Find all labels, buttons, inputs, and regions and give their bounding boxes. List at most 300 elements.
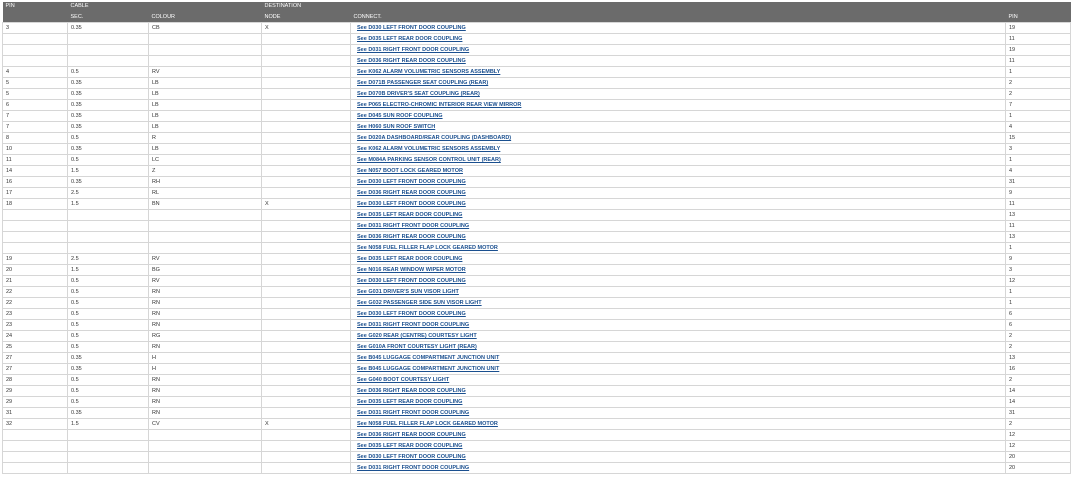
connect-link[interactable]: See G020 REAR (CENTRE) COURTESY LIGHT	[357, 333, 477, 339]
header-pin-spacer	[3, 12, 68, 23]
table-row	[3, 463, 1071, 474]
cell-sec: 0.35	[68, 353, 149, 364]
cell-connect	[351, 265, 1006, 276]
connect-link[interactable]: See D031 RIGHT FRONT DOOR COUPLING	[357, 410, 470, 416]
table-row	[3, 386, 1071, 397]
cell-pin: 32	[3, 419, 68, 430]
cell-pin: 22	[3, 287, 68, 298]
cell-pin2: 1	[1006, 67, 1071, 78]
table-row	[3, 441, 1071, 452]
cell-sec: 0.5	[68, 67, 149, 78]
cell-connect	[351, 177, 1006, 188]
cell-sec: 0.35	[68, 144, 149, 155]
table-row	[3, 419, 1071, 430]
cell-pin: 8	[3, 133, 68, 144]
cell-pin: 22	[3, 298, 68, 309]
cell-pin: 3	[3, 23, 68, 34]
cell-pin2: 20	[1006, 463, 1071, 474]
cell-connect	[351, 122, 1006, 133]
table-row	[3, 309, 1071, 320]
cell-sec	[68, 243, 149, 254]
header-sec: SEC.	[68, 12, 149, 23]
cell-colour: H	[149, 353, 262, 364]
cell-node	[262, 78, 351, 89]
cell-node	[262, 144, 351, 155]
table-row	[3, 287, 1071, 298]
connect-link[interactable]: See D031 RIGHT FRONT DOOR COUPLING	[357, 465, 470, 471]
cell-pin2: 2	[1006, 89, 1071, 100]
cell-pin: 23	[3, 320, 68, 331]
cell-pin2: 6	[1006, 320, 1071, 331]
cell-colour: LC	[149, 155, 262, 166]
cell-pin	[3, 221, 68, 232]
header-pin: PIN	[3, 2, 68, 12]
connect-link[interactable]: See D031 RIGHT FRONT DOOR COUPLING	[357, 322, 470, 328]
cell-node	[262, 441, 351, 452]
cell-sec: 0.5	[68, 342, 149, 353]
cell-pin2: 20	[1006, 452, 1071, 463]
cell-colour: RG	[149, 331, 262, 342]
cell-colour: RV	[149, 276, 262, 287]
cell-pin: 5	[3, 89, 68, 100]
connect-link[interactable]: See M084A PARKING SENSOR CONTROL UNIT (REAR)	[357, 157, 501, 163]
cell-connect	[351, 309, 1006, 320]
cell-node	[262, 265, 351, 276]
cell-colour: RH	[149, 177, 262, 188]
connect-link[interactable]: See N058 FUEL FILLER FLAP LOCK GEARED MOTOR	[357, 245, 498, 251]
cell-node	[262, 56, 351, 67]
cell-colour	[149, 441, 262, 452]
cell-pin	[3, 463, 68, 474]
cell-connect	[351, 23, 1006, 34]
table-row	[3, 452, 1071, 463]
cell-pin2: 1	[1006, 111, 1071, 122]
connect-link[interactable]: See D036 RIGHT REAR DOOR COUPLING	[357, 190, 466, 196]
cell-pin: 16	[3, 177, 68, 188]
cell-sec: 0.5	[68, 309, 149, 320]
cell-sec: 0.35	[68, 78, 149, 89]
cell-node	[262, 232, 351, 243]
cell-connect	[351, 199, 1006, 210]
cell-node	[262, 34, 351, 45]
connect-link[interactable]: See D045 SUN ROOF COUPLING	[357, 113, 443, 119]
cell-connect	[351, 320, 1006, 331]
cell-connect	[351, 243, 1006, 254]
cell-connect	[351, 298, 1006, 309]
cell-sec	[68, 232, 149, 243]
connect-link[interactable]: See D071B PASSENGER SEAT COUPLING (REAR)	[357, 80, 489, 86]
connect-link[interactable]: See D020A DASHBOARD/REAR COUPLING (DASHBOARD)	[357, 135, 512, 141]
cell-sec: 0.35	[68, 122, 149, 133]
cell-connect	[351, 155, 1006, 166]
cell-connect	[351, 111, 1006, 122]
connect-link[interactable]: See N058 FUEL FILLER FLAP LOCK GEARED MOTOR	[357, 421, 498, 427]
cell-sec	[68, 210, 149, 221]
table-row	[3, 144, 1071, 155]
cell-colour: RN	[149, 408, 262, 419]
cell-pin: 7	[3, 122, 68, 133]
cell-colour: H	[149, 364, 262, 375]
cell-pin2: 2	[1006, 419, 1071, 430]
table-row	[3, 221, 1071, 232]
table-row	[3, 430, 1071, 441]
cell-pin2: 19	[1006, 23, 1071, 34]
connect-link[interactable]: See D030 LEFT FRONT DOOR COUPLING	[357, 201, 466, 207]
cell-pin	[3, 452, 68, 463]
cell-node	[262, 386, 351, 397]
table-row	[3, 188, 1071, 199]
table-row	[3, 342, 1071, 353]
cell-connect	[351, 45, 1006, 56]
cell-pin2: 4	[1006, 122, 1071, 133]
cell-pin: 5	[3, 78, 68, 89]
cell-node	[262, 177, 351, 188]
cell-colour: RN	[149, 375, 262, 386]
cell-pin: 19	[3, 254, 68, 265]
cell-pin2: 7	[1006, 100, 1071, 111]
cell-sec: 1.5	[68, 166, 149, 177]
table-row	[3, 89, 1071, 100]
cell-connect	[351, 166, 1006, 177]
header-node: NODE	[262, 12, 351, 23]
cell-pin2: 13	[1006, 210, 1071, 221]
cell-node	[262, 408, 351, 419]
table-row	[3, 320, 1071, 331]
cell-connect	[351, 386, 1006, 397]
cell-pin: 29	[3, 397, 68, 408]
cell-colour: RN	[149, 386, 262, 397]
cell-sec: 0.35	[68, 111, 149, 122]
cell-colour: LB	[149, 111, 262, 122]
cell-pin2: 11	[1006, 34, 1071, 45]
table-row	[3, 364, 1071, 375]
cell-node	[262, 45, 351, 56]
connect-link[interactable]: See K062 ALARM VOLUMETRIC SENSORS ASSEMBLY	[357, 69, 501, 75]
cell-pin	[3, 56, 68, 67]
table-row	[3, 210, 1071, 221]
connect-link[interactable]: See D035 LEFT REAR DOOR COUPLING	[357, 443, 463, 449]
table-row	[3, 331, 1071, 342]
connect-link[interactable]: See D036 RIGHT REAR DOOR COUPLING	[357, 388, 466, 394]
cell-pin2: 19	[1006, 45, 1071, 56]
cell-colour: Z	[149, 166, 262, 177]
cell-pin	[3, 34, 68, 45]
cell-node	[262, 67, 351, 78]
cell-pin2: 3	[1006, 144, 1071, 155]
header-cable-spacer	[149, 2, 262, 12]
cell-connect	[351, 419, 1006, 430]
cell-pin: 29	[3, 386, 68, 397]
cell-pin2: 31	[1006, 408, 1071, 419]
cell-pin2: 1	[1006, 287, 1071, 298]
header-connect: CONNECT.	[351, 12, 1006, 23]
cell-connect	[351, 34, 1006, 45]
cell-pin2: 31	[1006, 177, 1071, 188]
cell-node	[262, 298, 351, 309]
connect-link[interactable]: See B045 LUGGAGE COMPARTMENT JUNCTION UNIT	[357, 366, 500, 372]
table-row	[3, 375, 1071, 386]
cell-sec	[68, 45, 149, 56]
cell-pin2: 9	[1006, 254, 1071, 265]
cell-sec: 1.5	[68, 419, 149, 430]
cell-pin: 24	[3, 331, 68, 342]
cell-sec: 0.35	[68, 100, 149, 111]
cell-colour: LB	[149, 144, 262, 155]
table-row	[3, 122, 1071, 133]
table-row	[3, 254, 1071, 265]
connect-link[interactable]: See D030 LEFT FRONT DOOR COUPLING	[357, 311, 466, 317]
cell-node	[262, 89, 351, 100]
cell-pin2: 13	[1006, 232, 1071, 243]
cell-colour: R	[149, 133, 262, 144]
cell-connect	[351, 342, 1006, 353]
cell-pin	[3, 232, 68, 243]
table-row	[3, 166, 1071, 177]
cell-pin: 21	[3, 276, 68, 287]
cell-sec	[68, 430, 149, 441]
table-body	[3, 23, 1071, 474]
cell-pin	[3, 243, 68, 254]
cell-colour: RV	[149, 254, 262, 265]
cell-node	[262, 111, 351, 122]
cell-colour: BG	[149, 265, 262, 276]
cell-node	[262, 331, 351, 342]
cell-colour	[149, 34, 262, 45]
cell-node	[262, 309, 351, 320]
cell-sec: 0.35	[68, 364, 149, 375]
table-row	[3, 232, 1071, 243]
cell-pin2: 13	[1006, 353, 1071, 364]
cell-pin: 28	[3, 375, 68, 386]
cell-colour: RV	[149, 67, 262, 78]
cell-node	[262, 155, 351, 166]
cell-sec: 1.5	[68, 199, 149, 210]
cell-sec: 0.5	[68, 320, 149, 331]
cell-colour	[149, 232, 262, 243]
cell-pin2: 11	[1006, 199, 1071, 210]
cell-pin2: 12	[1006, 430, 1071, 441]
cell-node	[262, 430, 351, 441]
cell-node	[262, 320, 351, 331]
cell-sec: 0.35	[68, 89, 149, 100]
cell-sec: 2.5	[68, 188, 149, 199]
table-header	[3, 2, 1071, 23]
cell-pin: 20	[3, 265, 68, 276]
connect-link[interactable]: See D031 RIGHT FRONT DOOR COUPLING	[357, 47, 470, 53]
header-row-bottom	[3, 12, 1071, 23]
cell-pin2: 9	[1006, 188, 1071, 199]
table-row	[3, 353, 1071, 364]
cell-sec: 2.5	[68, 254, 149, 265]
cell-connect	[351, 331, 1006, 342]
cell-pin2: 4	[1006, 166, 1071, 177]
connect-link[interactable]: See D035 LEFT REAR DOOR COUPLING	[357, 256, 463, 262]
cell-colour	[149, 56, 262, 67]
connect-link[interactable]: See H060 SUN ROOF SWITCH	[357, 124, 436, 130]
table-row	[3, 276, 1071, 287]
cell-sec: 0.35	[68, 408, 149, 419]
cell-pin: 18	[3, 199, 68, 210]
connect-link[interactable]: See N057 BOOT LOCK GEARED MOTOR	[357, 168, 463, 174]
cell-connect	[351, 375, 1006, 386]
cell-connect	[351, 452, 1006, 463]
connect-link[interactable]: See G010A FRONT COURTESY LIGHT (REAR)	[357, 344, 477, 350]
cell-connect	[351, 463, 1006, 474]
header-pin2: PIN	[1006, 12, 1071, 23]
cell-pin	[3, 210, 68, 221]
cell-pin	[3, 441, 68, 452]
table-row	[3, 23, 1071, 34]
cell-pin2: 1	[1006, 243, 1071, 254]
connect-link[interactable]: See D036 RIGHT REAR DOOR COUPLING	[357, 58, 466, 64]
cell-colour: RN	[149, 342, 262, 353]
cell-node	[262, 133, 351, 144]
cell-colour: RN	[149, 320, 262, 331]
cell-node	[262, 100, 351, 111]
connect-link[interactable]: See G031 DRIVER'S SUN VISOR LIGHT	[357, 289, 459, 295]
cell-pin: 11	[3, 155, 68, 166]
table-row	[3, 133, 1071, 144]
cell-node	[262, 463, 351, 474]
connect-link[interactable]: See D035 LEFT REAR DOOR COUPLING	[357, 36, 463, 42]
table-row	[3, 397, 1071, 408]
cell-connect	[351, 364, 1006, 375]
table-row	[3, 298, 1071, 309]
cell-connect	[351, 276, 1006, 287]
connect-link[interactable]: See D030 LEFT FRONT DOOR COUPLING	[357, 278, 466, 284]
cell-pin2: 14	[1006, 397, 1071, 408]
cell-sec: 0.35	[68, 23, 149, 34]
header-destination: DESTINATION	[262, 2, 351, 12]
cell-connect	[351, 89, 1006, 100]
cell-pin: 31	[3, 408, 68, 419]
cell-connect	[351, 408, 1006, 419]
cell-sec: 0.5	[68, 133, 149, 144]
table-row	[3, 56, 1071, 67]
cell-sec	[68, 463, 149, 474]
cell-pin: 25	[3, 342, 68, 353]
pinout-table	[2, 2, 1071, 474]
cell-connect	[351, 133, 1006, 144]
cell-sec	[68, 221, 149, 232]
cell-connect	[351, 441, 1006, 452]
cell-pin	[3, 430, 68, 441]
cell-pin2: 15	[1006, 133, 1071, 144]
cell-connect	[351, 430, 1006, 441]
connect-link[interactable]: See P065 ELECTRO-CHROMIC INTERIOR REAR VIEW MIRROR	[357, 102, 522, 108]
cell-pin2: 16	[1006, 364, 1071, 375]
cell-colour: RN	[149, 309, 262, 320]
cell-sec: 1.5	[68, 265, 149, 276]
table-row	[3, 265, 1071, 276]
cell-pin2: 2	[1006, 375, 1071, 386]
cell-pin: 10	[3, 144, 68, 155]
connect-link[interactable]: See D036 RIGHT REAR DOOR COUPLING	[357, 432, 466, 438]
cell-connect	[351, 100, 1006, 111]
connect-link[interactable]: See D031 RIGHT FRONT DOOR COUPLING	[357, 223, 470, 229]
cell-connect	[351, 67, 1006, 78]
connect-link[interactable]: See N016 REAR WINDOW WIPER MOTOR	[357, 267, 466, 273]
cell-connect	[351, 287, 1006, 298]
cell-sec: 0.5	[68, 298, 149, 309]
connect-link[interactable]: See K062 ALARM VOLUMETRIC SENSORS ASSEMBLY	[357, 146, 501, 152]
table-row	[3, 199, 1071, 210]
cell-colour	[149, 221, 262, 232]
cell-colour	[149, 430, 262, 441]
cell-pin: 27	[3, 364, 68, 375]
connect-link[interactable]: See D030 LEFT FRONT DOOR COUPLING	[357, 25, 466, 31]
connect-link[interactable]: See D035 LEFT REAR DOOR COUPLING	[357, 399, 463, 405]
connect-link[interactable]: See G040 BOOT COURTESY LIGHT	[357, 377, 450, 383]
connect-link[interactable]: See D030 LEFT FRONT DOOR COUPLING	[357, 179, 466, 185]
cell-node	[262, 254, 351, 265]
cell-sec	[68, 452, 149, 463]
cell-sec: 0.5	[68, 375, 149, 386]
cell-colour: LB	[149, 78, 262, 89]
cell-pin: 27	[3, 353, 68, 364]
cell-connect	[351, 254, 1006, 265]
cell-node	[262, 364, 351, 375]
cell-node	[262, 287, 351, 298]
connect-link[interactable]: See D036 RIGHT REAR DOOR COUPLING	[357, 234, 466, 240]
cell-colour: RL	[149, 188, 262, 199]
cell-sec: 0.5	[68, 276, 149, 287]
cell-pin: 14	[3, 166, 68, 177]
cell-colour	[149, 210, 262, 221]
cell-pin2: 12	[1006, 441, 1071, 452]
table-row	[3, 111, 1071, 122]
cell-connect	[351, 353, 1006, 364]
cell-pin: 7	[3, 111, 68, 122]
cell-colour: LB	[149, 122, 262, 133]
cell-pin2: 11	[1006, 56, 1071, 67]
cell-connect	[351, 78, 1006, 89]
cell-node	[262, 210, 351, 221]
table-row	[3, 45, 1071, 56]
cell-node	[262, 221, 351, 232]
cell-colour: RN	[149, 397, 262, 408]
cell-colour: LB	[149, 89, 262, 100]
cell-pin2: 2	[1006, 78, 1071, 89]
cell-colour: CV	[149, 419, 262, 430]
connect-link[interactable]: See B045 LUGGAGE COMPARTMENT JUNCTION UNIT	[357, 355, 500, 361]
cell-pin2: 1	[1006, 155, 1071, 166]
table-row	[3, 34, 1071, 45]
connect-link[interactable]: See D030 LEFT FRONT DOOR COUPLING	[357, 454, 466, 460]
cell-colour: CB	[149, 23, 262, 34]
cell-sec: 0.5	[68, 287, 149, 298]
cell-pin2: 3	[1006, 265, 1071, 276]
cell-colour	[149, 452, 262, 463]
cell-node	[262, 342, 351, 353]
cell-pin: 6	[3, 100, 68, 111]
cell-pin: 17	[3, 188, 68, 199]
cell-pin	[3, 45, 68, 56]
cell-pin: 4	[3, 67, 68, 78]
table-row	[3, 243, 1071, 254]
cell-node	[262, 166, 351, 177]
cell-node	[262, 276, 351, 287]
cell-sec: 0.5	[68, 386, 149, 397]
cell-colour: BN	[149, 199, 262, 210]
connect-link[interactable]: See D070B DRIVER'S SEAT COUPLING (REAR)	[357, 91, 480, 97]
cell-pin2: 14	[1006, 386, 1071, 397]
connect-link[interactable]: See D035 LEFT REAR DOOR COUPLING	[357, 212, 463, 218]
connect-link[interactable]: See G032 PASSENGER SIDE SUN VISOR LIGHT	[357, 300, 482, 306]
cell-colour: RN	[149, 298, 262, 309]
cell-sec: 0.5	[68, 397, 149, 408]
cell-node	[262, 375, 351, 386]
